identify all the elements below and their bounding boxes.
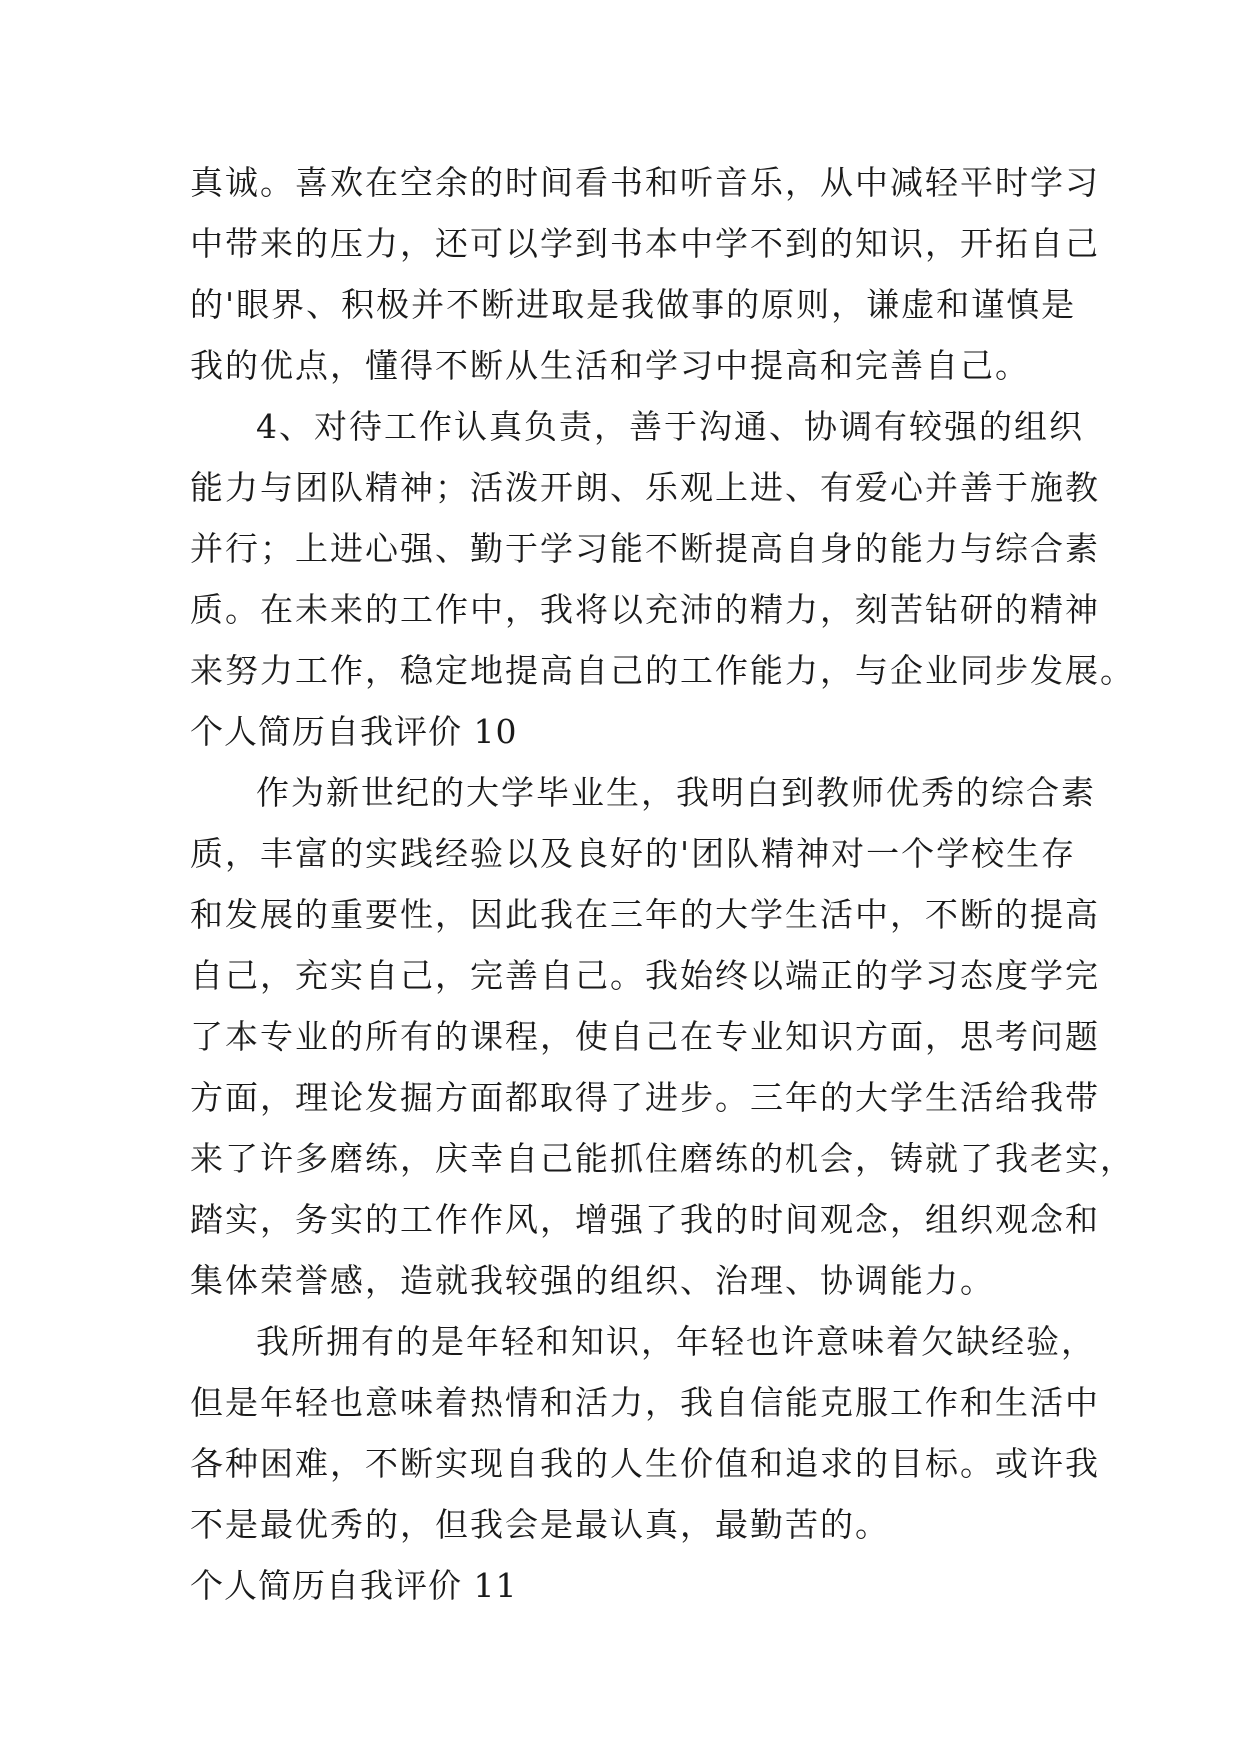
paragraph-line: 但是年轻也意味着热情和活力，我自信能克服工作和生活中: [190, 1383, 1100, 1422]
paragraph-line: 我的优点，懂得不断从生活和学习中提高和完善自己。: [190, 346, 1030, 385]
paragraph-line: 我所拥有的是年轻和知识，年轻也许意味着欠缺经验，: [256, 1322, 1096, 1361]
paragraph-line: 自己，充实自己，完善自己。我始终以端正的学习态度学完: [190, 956, 1100, 995]
paragraph-line: 踏实，务实的工作作风，增强了我的时间观念，组织观念和: [190, 1200, 1100, 1239]
paragraph-4: [190, 1311, 1100, 1555]
paragraph-line: 各种困难，不断实现自我的人生价值和追求的目标。或许我: [190, 1444, 1100, 1483]
section-heading-11: 个人简历自我评价 11: [190, 1566, 518, 1605]
paragraph-line: 和发展的重要性，因此我在三年的大学生活中，不断的提高: [190, 895, 1100, 934]
document-body: [190, 152, 1135, 1616]
paragraph-line: 4、对待工作认真负责，善于沟通、协调有较强的组织: [256, 407, 1084, 446]
paragraph-line: 来了许多磨练，庆幸自己能抓住磨练的机会，铸就了我老实，: [190, 1139, 1135, 1178]
paragraph-line: 中带来的压力，还可以学到书本中学不到的知识，开拓自己: [190, 224, 1100, 263]
paragraph-line: 质。在未来的工作中，我将以充沛的精力，刻苦钻研的精神: [190, 590, 1100, 629]
paragraph-line: 作为新世纪的大学毕业生，我明白到教师优秀的综合素: [256, 773, 1096, 812]
paragraph-line: 了本专业的所有的课程，使自己在专业知识方面，思考问题: [190, 1017, 1100, 1056]
paragraph-2: [190, 396, 1135, 701]
paragraph-line: 方面，理论发掘方面都取得了进步。三年的大学生活给我带: [190, 1078, 1100, 1117]
paragraph-1: [190, 152, 1100, 396]
paragraph-line: 来努力工作，稳定地提高自己的工作能力，与企业同步发展。: [190, 651, 1135, 690]
paragraph-line: 集体荣誉感，造就我较强的组织、治理、协调能力。: [190, 1261, 995, 1300]
section-heading-10: 个人简历自我评价 10: [190, 712, 518, 751]
paragraph-line: 能力与团队精神；活泼开朗、乐观上进、有爱心并善于施教: [190, 468, 1100, 507]
paragraph-line: 并行；上进心强、勤于学习能不断提高自身的能力与综合素: [190, 529, 1100, 568]
paragraph-line: 不是最优秀的，但我会是最认真，最勤苦的。: [190, 1505, 890, 1544]
paragraph-line: 质，丰富的实践经验以及良好的'团队精神对一个学校生存: [190, 834, 1077, 873]
paragraph-3: [190, 762, 1135, 1311]
paragraph-line: 真诚。喜欢在空余的时间看书和听音乐，从中减轻平时学习: [190, 163, 1100, 202]
paragraph-line: 的'眼界、积极并不断进取是我做事的原则，谦虚和谨慎是: [190, 285, 1077, 324]
